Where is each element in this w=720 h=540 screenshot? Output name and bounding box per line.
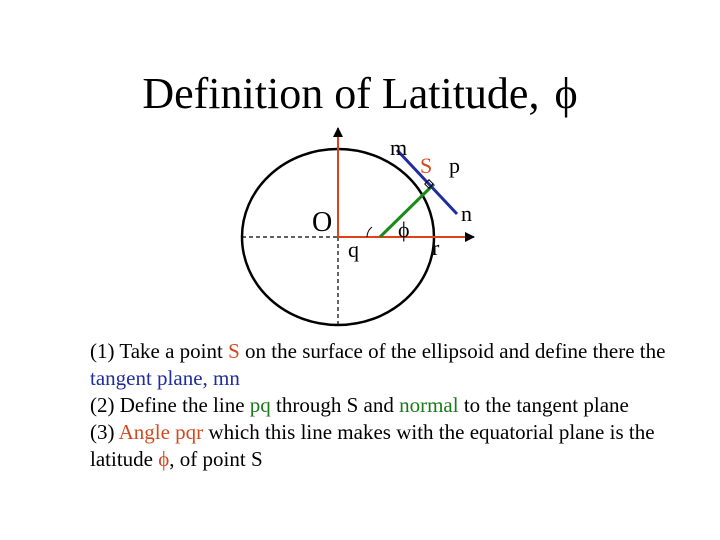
description-text: which this line makes with the equatorial plane is the latitude [90,420,655,471]
title-phi-symbol: ϕ [554,69,578,118]
label-m: m [390,135,408,160]
label-S: S [420,153,433,178]
description-line-2 [90,392,690,419]
angle-arc [367,227,372,237]
description-text: through S and [270,393,400,417]
label-q: q [348,237,359,262]
description-text: (3) [90,420,119,444]
description-line-1 [90,338,690,392]
description-text: tangent plane, mn [90,366,240,390]
description-text: pq [249,393,271,417]
label-r: r [432,235,440,260]
description-text: to the tangent plane [458,393,629,417]
description-text: (1) Take a point [90,339,229,363]
description-text: ϕ [158,447,170,471]
description-text: normal [399,393,459,417]
label-n: n [461,201,472,226]
description-text: (2) Define the line [90,393,250,417]
description-text: S [228,339,240,363]
description-block [90,338,690,473]
label-O: O [312,207,333,238]
description-text: , of point S [169,447,263,471]
label-p: p [449,153,460,178]
description-text: on the surface of the ellipsoid and define there the [239,339,666,363]
label-phi: ϕ [398,217,410,242]
description-text: Angle pqr [118,420,204,444]
description-line-3 [90,419,690,473]
title-text: Definition of Latitude, [142,69,540,118]
